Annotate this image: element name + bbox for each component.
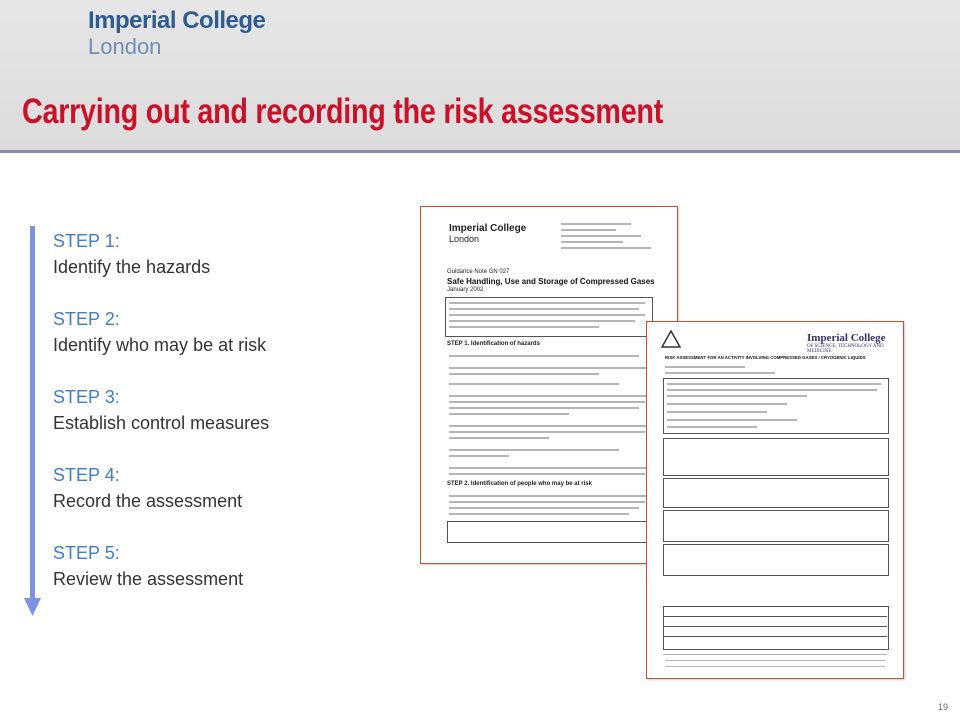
text-line: [449, 401, 645, 403]
doc1-title: Safe Handling, Use and Storage of Compressed Gases: [447, 277, 655, 286]
step-description: Review the assessment: [53, 569, 244, 589]
logo-line-1: Imperial College: [88, 7, 266, 34]
footer-rule: [665, 660, 885, 661]
page-number: 19: [937, 702, 948, 712]
slide-header: [0, 0, 960, 153]
text-line: [449, 413, 569, 415]
slide-title: Carrying out and recording the risk assessment: [22, 92, 664, 131]
address-line: [561, 235, 641, 237]
text-line: [449, 326, 599, 328]
down-arrow-icon: [24, 226, 42, 618]
table-rule: [663, 626, 887, 627]
text-line: [449, 467, 649, 469]
location-box: [663, 544, 889, 576]
text-line: [449, 431, 645, 433]
assessor-box: [663, 478, 889, 508]
doc1-step2-heading: STEP 2. Identification of people who may be at risk: [447, 481, 592, 487]
text-line: [449, 302, 645, 304]
text-line: [449, 455, 509, 457]
hazard-triangle-icon: [661, 330, 681, 348]
text-line: [449, 513, 629, 515]
text-line: [449, 425, 649, 427]
review-table: [663, 606, 889, 650]
text-line: [449, 355, 639, 357]
footer-rule: [665, 666, 885, 667]
text-line: [449, 449, 619, 451]
logo-line-2: London: [88, 34, 162, 59]
project-box: [663, 510, 889, 542]
address-line: [561, 247, 651, 249]
step-heading: STEP 5:: [53, 543, 120, 563]
doc1-logo: [449, 223, 526, 245]
doc2-title-text: RISK ASSESSMENT FOR AN ACTIVITY INVOLVING COMPRESSED GASES / CRYOGENIC LIQUIDS: [665, 356, 866, 361]
step-description: Record the assessment: [53, 491, 243, 511]
responsible-person-box: [663, 438, 889, 476]
text-line: [667, 389, 877, 391]
footer-rule: [663, 654, 887, 655]
text-line: [449, 320, 635, 322]
step-item: [53, 228, 269, 306]
step-item: [53, 540, 269, 618]
text-line: [449, 373, 599, 375]
text-line: [449, 407, 639, 409]
text-line: [449, 314, 645, 316]
step-item: [53, 384, 269, 462]
doc1-logo-line-1: Imperial College: [449, 223, 527, 234]
table-rule: [663, 616, 887, 617]
text-line: [449, 383, 619, 385]
doc1-step1-heading: STEP 1. Identification of hazards: [447, 341, 540, 347]
address-line: [561, 241, 623, 243]
doc2-title: [665, 356, 904, 362]
step-description: Identify the hazards: [53, 257, 211, 277]
doc1-date: January 2002: [447, 287, 484, 293]
text-line: [667, 395, 807, 397]
text-line: [449, 473, 645, 475]
step-item: [53, 306, 269, 384]
text-line: [449, 395, 649, 397]
doc2-logo-subtitle: OF SCIENCE, TECHNOLOGY AND MEDICINE: [807, 344, 884, 354]
text-line: [449, 495, 649, 497]
address-line: [561, 223, 631, 225]
text-line: [449, 308, 639, 310]
text-line: [667, 403, 787, 405]
step-heading: STEP 2:: [53, 309, 120, 329]
table-rule: [663, 636, 887, 637]
step-heading: STEP 3:: [53, 387, 120, 407]
step-item: [53, 462, 269, 540]
text-line: [667, 419, 797, 421]
step-description: Identify who may be at risk: [53, 335, 267, 355]
guidance-ref: Guidance Note GN 027: [447, 269, 510, 275]
address-line: [561, 229, 616, 231]
text-line: [665, 366, 745, 368]
doc2-logo: [807, 332, 903, 354]
text-line: [449, 367, 649, 369]
doc2-logo-text: Imperial College: [807, 332, 886, 344]
text-line: [449, 437, 549, 439]
text-line: [667, 383, 881, 385]
text-line: [665, 372, 775, 374]
step-description: Establish control measures: [53, 413, 270, 433]
text-line: [449, 507, 639, 509]
doc1-logo-line-2: London: [449, 234, 480, 244]
risk-assessment-form-thumbnail: [646, 321, 904, 679]
steps-list: [53, 228, 269, 618]
text-line: [667, 411, 767, 413]
text-line: [667, 426, 757, 428]
text-line: [449, 501, 645, 503]
step-heading: STEP 1:: [53, 231, 120, 251]
step-heading: STEP 4:: [53, 465, 120, 485]
revision-table: [447, 521, 649, 543]
guidance-note-thumbnail: [420, 206, 678, 564]
imperial-college-logo: [88, 8, 265, 60]
